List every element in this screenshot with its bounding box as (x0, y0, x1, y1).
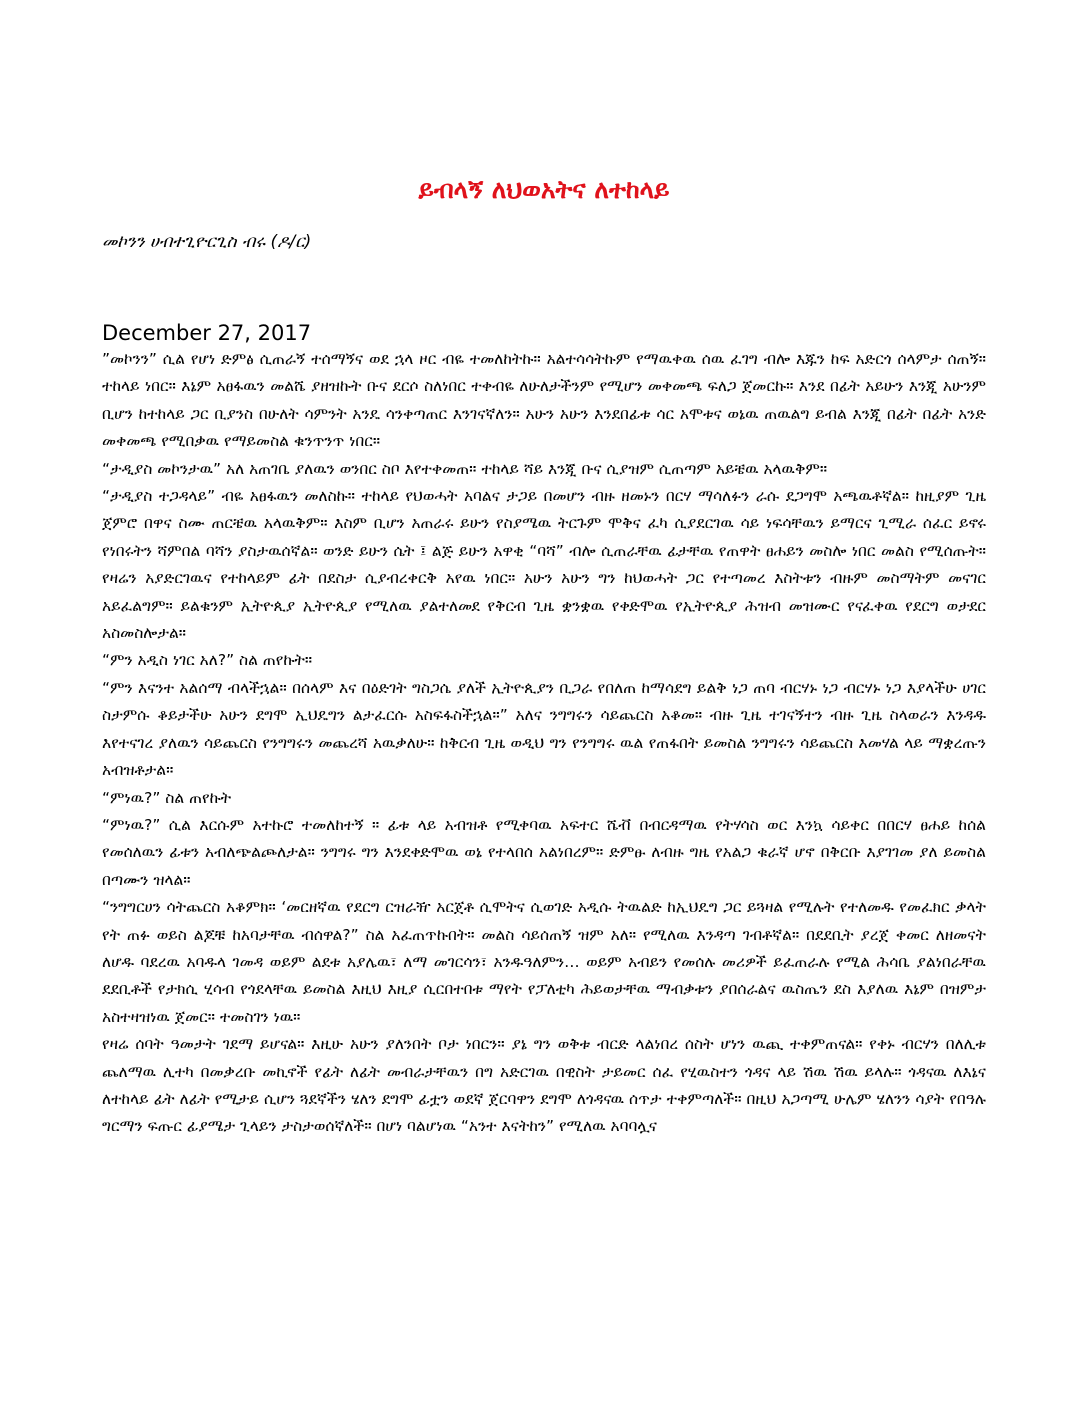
paragraph: የዛሬ ሰባት ዓመታት ገደማ ይሆናል። እዚሁ አሁን ያለንበት ቦታ ነበርን። ያኔ ግን ወቅቱ ብርድ ላልነበረ ሰስት ሆነን ዉጪ ተቀምጠናል። የቀኑ ብርሃን በለሊቱ ጨለማዉ ሊተካ በመቃረቡ መኪኖች የፊት ለፊት መብራታቸዉን በግ አድርገዉ በዊስት ታይመር ሰፈ የሂዉስተን ጎዳና ላይ ሽዉ ሽዉ ይላሉ። ጎዳናዉ ለእኔና ለተከላይ ፊት ለፊት የሚታይ ሲሆን ጓደኛችን ሄለን ደግሞ ፊቷን ወደኛ ጀርባዋን ደግሞ ለጎዳናዉ ሰጥታ ተቀምጣለች። በዚህ አጋጣሚ ሁሌም ሄለንን ሳያት የበዓሉ ግርማን ፍጡር ፊያሜታ ጊላይን ታስታወሰኛለች። በሆነ ባልሆነዉ “አንተ እናትከን” የሚለዉ አባባሏና (102, 1035, 986, 1136)
paragraph: ”መኮንን” ሲል የሆነ ድምፅ ሲጠራኝ ተሰማኝና ወደ ኋላ ዞር ብዬ ተመለከትኩ። አልተሳሳትኩም የማዉቀዉ ሰዉ ፈገግ ብሎ እጁን ከፍ አድርጎ ሰላምታ ሰጠኝ። ተከላይ ነበር። እኔም አፀፋዉን መልሼ ያዘዝኩት ቡና ደርሶ ስለነበር ተቀብዬ ለሁለታችንም የሚሆን መቀመጫ ፍለጋ ጀመርኩ። እንደ በፊት አይሁን እንጂ አሁንም ቢሆን ከተከላይ ጋር ቢያንስ በሁለት ሳምንት አንዴ ሳንቀጣጠር እንገናኛለን። አሁን አሁን እንደበፊቱ ሳር አሞቱና ወኔዉ ጠዉልግ ይብል እንጂ በፊት በፊት አንድ መቀመጫ የሚበቃዉ የማይመስል ቁንጥንጥ ነበር። (102, 350, 986, 451)
paragraph: “ታዲያስ መኮንታዉ” አለ አጠገቤ ያለዉን ወንበር ስቦ እየተቀመጠ። ተከላይ ሻይ እንጂ ቡና ሲያዝም ሲጠጣም አይቼዉ አላዉቅም። (102, 459, 828, 478)
paragraph: “ምን እናንተ አልሰማ ብላችኋል። በሰላም እና በዕድገት ግስጋሴ ያለች ኢትዮጲያን ቢጋራ የበለጠ ከማሳደግ ይልቅ ነጋ ጠባ ብርሃኑ ነጋ ብርሃኑ ነጋ እያላችሁ ሀገር ስታምሱ ቆይታችሁ አሁን ደግሞ ኢህዴግን ልታፈርሱ አስፍፋስችኋል።” አለና ንግግሩን ሳይጨርስ አቆመ። ብዙ ጊዜ ተገናኝተን ብዙ ጊዜ ስላወራን እንዳዱ እየተናገረ ያለዉን ሳይጨርስ የንግግሩን መጨረሻ አዉቃለሁ። ከቅርብ ጊዜ ወዲህ ግን የንግግሩ ዉል የጠፋበት ይመስል ንግግሩን ሳይጨርስ እመሃል ላይ ማቋረጡን አብዝቶታል። (102, 678, 986, 780)
paragraph: “ንግግርሀን ሳትጨርስ አቆምክ። ‘መርዘኛዉ የደርግ ርዝራዥ አርጀቶ ሲሞትና ሲወገድ አዲሱ ትዉልድ ከኢህዴግ ጋር ይጓዛል የሚሉት የተለመዱ የመፈክር ቃላት የት ጠፉ ወይስ ልጆቹ ከአባታቸዉ ብሰዋል?” ስል አፈጠጥኩበት። መልስ ሳይሰጠኝ ዝም አለ። የሚለዉ እንዳጣ ገብቶኛል። በደደቢት ያረጀ ቀመር ለዘመናት ለሆዱ ባደረዉ አባዱላ ገመዳ ወይም ልደቱ አያሌዉ፣ ለማ መገርሳን፣ አንዱዓለምን… ወይም አብይን የመሰሉ መሪዎች ይፈጠራሉ የሚል ሕሳቤ ያልነበራቸዉ ደደቢቶች የታክሲ ሂሳብ የጎደላቸዉ ይመስል እዚህ እዚያ ሲርበተበቱ ማየት የፓለቲካ ሕይወታቸዉ ማብቃቱን ያበሰራልና ዉስጤን ደስ እያለዉ እኔም በዝምታ አስተዛዝነዉ ጀመር። ተመስገን ነዉ። (102, 898, 986, 1026)
article-author: መኮንን ሀብተጊዮርጊስ ብሩ (ዶ/ር) (102, 232, 312, 252)
article-date: December 27, 2017 (102, 321, 312, 345)
paragraph: “ምነዉ?” ሲል እርሱም አተኩሮ ተመለከተኝ ። ፊቱ ላይ አብዝቶ የሚቀባዉ አፍተር ሼቭ በብርዳማዉ የትሃሳስ ወር እንኳ ሳይቀር በበርሃ ፀሐይ ከሰል የመሰለዉን ፊቱን አብለጭልጮለታል። ንግግሩ ግን እንደቀድሞዉ ወኔ የተላበሰ አልነበረም። ድምፁ ለብዙ ግዜ የአልጋ ቁራኛ ሆኖ በቅርቡ እያገገመ ያለ ይመስል በጣሙን ዝላል። (102, 815, 986, 889)
article-body (102, 346, 986, 1141)
paragraph: “ምን አዲስ ነገር አለ?” ስል ጠየኩት። (102, 651, 313, 670)
article-title: ይብላኝ ለህወአትና ለተከላይ (418, 175, 670, 204)
paragraph: “ምነዉ?” ስል ጠየኩት (102, 788, 232, 807)
paragraph: “ታዲያስ ተጋዳላይ” ብዬ አፀፋዉን መለስኩ። ተከላይ የህወሓት አባልና ታጋይ በመሆን ብዙ ዘመኑን በርሃ ማሳለፉን ራሱ ደጋግሞ አጫዉቶኛል። ከዚያም ጊዜ ጀምሮ በዋና ስሙ ጠርቼዉ አላዉቅም። እስም ቢሆን አጠራሩ ይሁን የስያሜዉ ትርጉም ሞቅና ፈካ ሲያደርገዉ ሳይ ነፍሳቸዉን ይማርና ጊሚራ ሰፈር ይኖሩ የነበሩትን ሻምበል ባሻን ያስታዉሰኛል። ወንድ ይሁን ሴት ፤ ልጅ ይሁን አዋቂ “ባሻ” ብሎ ሲጠራቸዉ ፊታቸዉ የጠዋት ፀሐይን መስሎ ነበር መልስ የሚሰጡት። የዛሬን አያድርገዉና የተከላይም ፊት በደስታ ሲያብረቀርቅ አየዉ ነበር። አሁን አሁን ግን ከህወሓት ጋር የተጣመረ እስትቱን ብዙም መስማትም መናገር አይፈልግም። ይልቁንም ኢትዮጲያ ኢትዮጲያ የሚለዉ ያልተለመደ የቅርብ ጊዜ ቋንቋዉ የቀድሞዉ የኢትዮጲያ ሕዝብ መዝሙር የናፈቀዉ የደርግ ወታደር አስመስሎታል። (102, 487, 986, 643)
